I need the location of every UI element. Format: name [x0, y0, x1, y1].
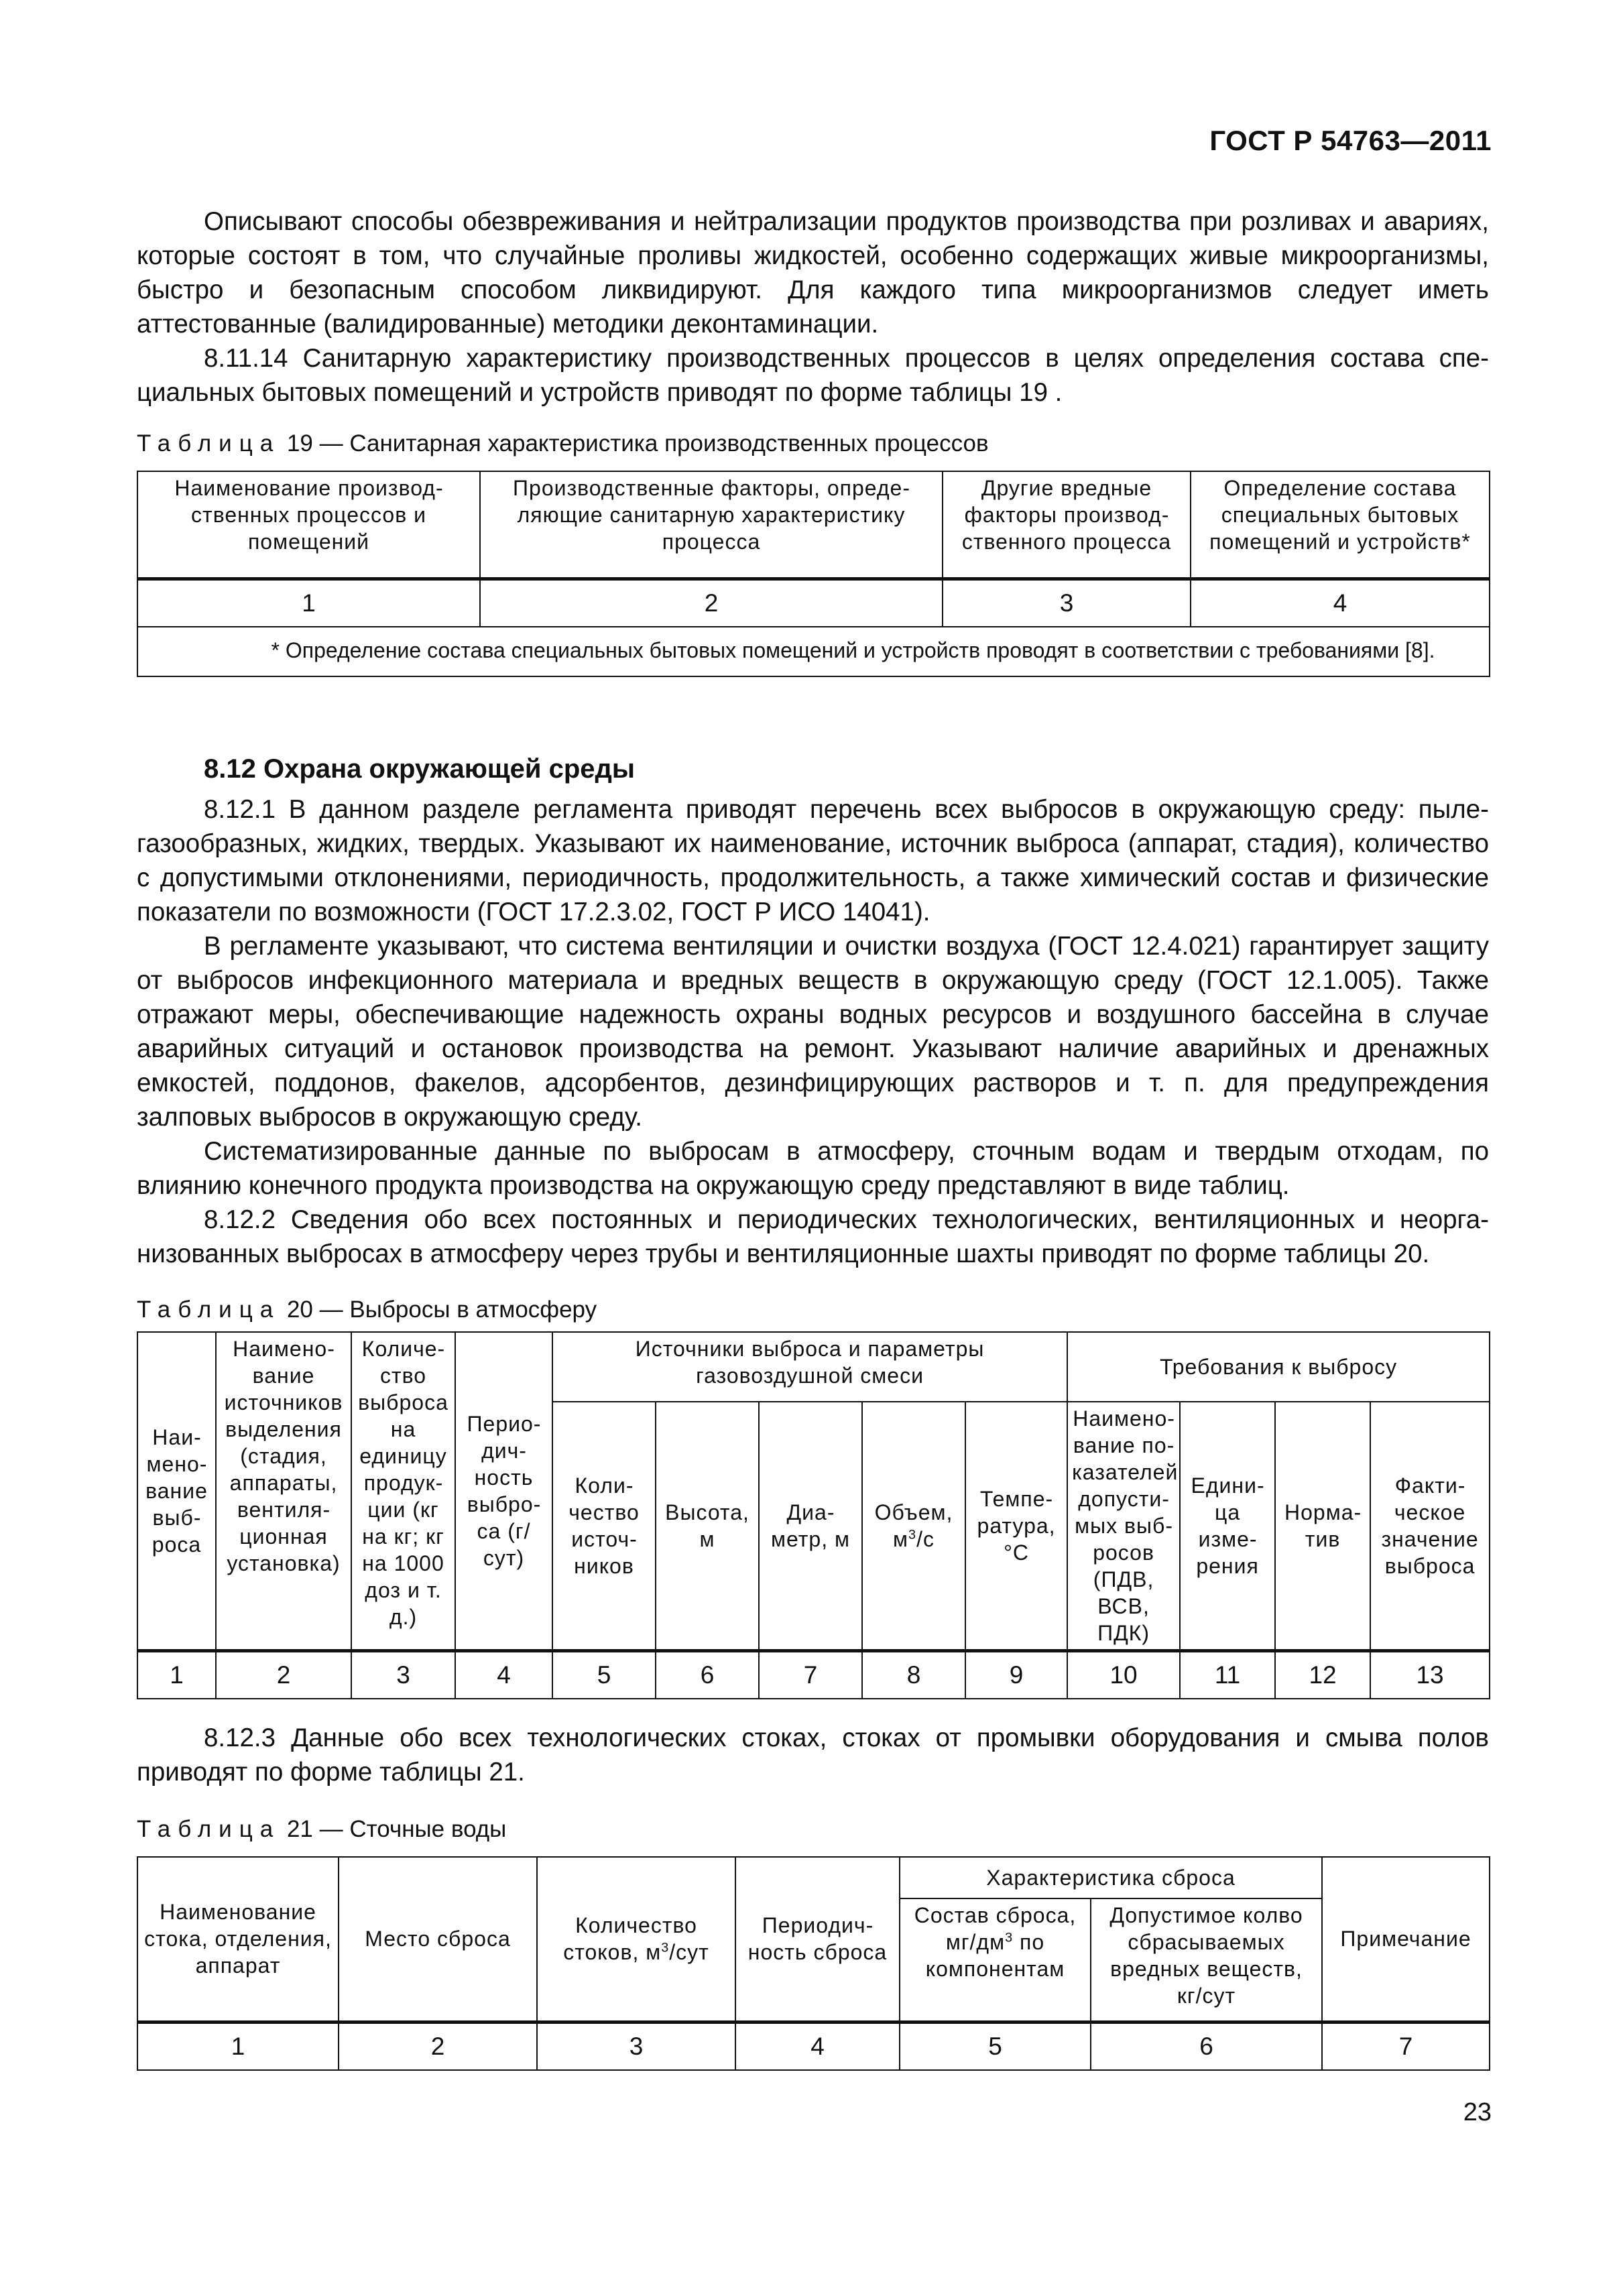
paragraph-8-11-14: 8.11.14 Санитарную характеристику производственных процессов в целях определения состава специальных бытовых помещений и устройств приводят по форме таблицы 19 . [137, 344, 1489, 407]
column-number: 2 [216, 1651, 351, 1699]
column-number: 3 [351, 1651, 455, 1699]
table-19-block [137, 429, 1489, 677]
header-emission-quantity: Количество выброса на единицу продукции (кг на кг; кг на 1000 доз и т. д.) [351, 1332, 455, 1651]
document-code: ГОСТ Р 54763—2011 [1209, 125, 1492, 156]
column-number: 13 [1370, 1651, 1490, 1699]
table-19-header-cell: Определение состава специальных бытовых помещений и устройств* [1191, 471, 1490, 579]
table-21-header-row-1 [137, 1857, 1490, 1898]
table-19-caption: Таблица 19 — Санитарная характеристика производственных процессов [137, 430, 989, 457]
column-number: 1 [137, 1651, 216, 1699]
column-number: 3 [537, 2022, 735, 2070]
column-number: 7 [759, 1651, 862, 1699]
table-19-footnote: * Определение состава специальных бытовых помещений и устройств проводят в соответствии с требованиями [8]. [137, 627, 1490, 676]
column-number: 8 [862, 1651, 965, 1699]
column-number: 4 [735, 2022, 900, 2070]
header-emission-source: Наименование источников выделения (стадия, аппараты, вентиляционная установка) [216, 1332, 351, 1651]
header-drain-quantity: Количество стоков, $м^3$/сут [537, 1857, 735, 2022]
table-19 [137, 471, 1490, 677]
header-drain-name: Наименование стока, отделения, аппарат [137, 1857, 339, 2022]
table-21-block [137, 1815, 1489, 2071]
column-number: 11 [1180, 1651, 1275, 1699]
table-19-header-cell: Производственные факторы, определяющие санитарную характеристику процесса [480, 471, 943, 579]
table-20 [137, 1331, 1490, 1699]
paragraph-systematized-data: Систематизированные данные по выбросам в атмосферу, сточным водам и твердым отходам, по влиянию конечного продукта производства на окружающую среду представляют в виде таблиц. [137, 1137, 1489, 1200]
header-height: Высота, м [656, 1402, 759, 1651]
column-number: 7 [1322, 2022, 1490, 2070]
table-21-caption: Таблица 21 — Сточные воды [137, 1816, 507, 1842]
paragraph-ventilation: В регламенте указывают, что система вентиляции и очистки воздуха (ГОСТ 12.4.021) гарантирует защиту от выбросов инфекционного материала и вредных веществ в окружающую среду (ГОСТ 12.1.005). Также отражают меры, обеспечивающие надежность охраны водных ресурсов и воздушного бассейна в случае аварийных ситуаций и остановок производства на ремонт. Указывают наличие аварийных и дренажных емкостей, поддонов, факелов, адсорбентов, дезинфицирующих растворов и т. п. для предупреждения залповых выбросов в окружающую среду. [137, 932, 1489, 1132]
table-21 [137, 1856, 1490, 2071]
column-number: 2 [339, 2022, 537, 2070]
header-allowed-amount: Допустимое колво сбрасываемых вредных веществ, кг/сут [1091, 1898, 1322, 2022]
table-20-header-row-1 [137, 1332, 1490, 1402]
header-indicator-names: Наименование показателей допустимых выбросов (ПДВ, ВСВ, ПДК) [1067, 1402, 1180, 1651]
intro-text [137, 204, 1489, 410]
column-number: 1 [137, 2022, 339, 2070]
column-number: 10 [1067, 1651, 1180, 1699]
table-19-number-row [137, 579, 1490, 627]
text-8-12-3 [137, 1721, 1489, 1789]
column-number: 2 [480, 579, 943, 627]
header-norm: Норматив [1275, 1402, 1370, 1651]
header-discharge-period: Периодичность сброса [735, 1857, 900, 2022]
paragraph-8-12-3: 8.12.3 Данные обо всех технологических стоках, стоках от промывки оборудования и смыва полов приводят по форме таблицы 21. [137, 1724, 1489, 1787]
header-emission-name: Наименование выброса [137, 1332, 216, 1651]
table-19-header-cell: Наименование производственных процессов и помещений [137, 471, 480, 579]
table-20-number-row [137, 1651, 1490, 1699]
paragraph-decontamination: Описывают способы обезвреживания и нейтрализации продуктов производства при розливах и авариях, которые состоят в том, что случайные проливы жидкостей, особенно содержащих живые микроорганизмы, быстро и безопасным способом ликвидируют. Для каждого типа микроорганизмов следует иметь аттестованные (валидированные) методики деконтаминации. [137, 207, 1489, 339]
header-source-count: Количество источников [552, 1402, 656, 1651]
column-number: 6 [656, 1651, 759, 1699]
header-actual-value: Фактическое значение выброса [1370, 1402, 1490, 1651]
column-number: 3 [943, 579, 1191, 627]
column-number: 12 [1275, 1651, 1370, 1699]
table-20-block [137, 1295, 1489, 1699]
column-number: 4 [1191, 579, 1490, 627]
header-diameter: Диаметр, м [759, 1402, 862, 1651]
section-8-12 [137, 752, 1489, 1271]
table-20-caption: Таблица 20 — Выбросы в атмосферу [137, 1296, 597, 1323]
column-number: 5 [900, 2022, 1091, 2070]
header-composition: Состав сброса, $мг/дм^3$ по компонентам [900, 1898, 1091, 2022]
column-number: 5 [552, 1651, 656, 1699]
table-19-footnote-row [137, 627, 1490, 676]
header-discharge-place: Место сброса [339, 1857, 537, 2022]
header-unit: Единица измерения [1180, 1402, 1275, 1651]
table-21-number-row [137, 2022, 1490, 2070]
header-emission-requirements: Требования к выбросу [1067, 1332, 1490, 1402]
column-number: 6 [1091, 2022, 1322, 2070]
column-number: 9 [965, 1651, 1067, 1699]
header-discharge-characteristics: Характеристика сброса [900, 1857, 1322, 1898]
header-source-parameters: Источники выброса и параметры газовоздушной смеси [552, 1332, 1067, 1402]
section-title: 8.12 Охрана окружающей среды [204, 754, 636, 784]
header-note: Примечание [1322, 1857, 1490, 2022]
table-19-header-cell: Другие вредные факторы производственного процесса [943, 471, 1191, 579]
page-number: 23 [1463, 2098, 1492, 2126]
paragraph-8-12-2: 8.12.2 Сведения обо всех постоянных и периодических технологических, вентиляционных и неорганизованных выбросах в атмосферу через трубы и вентиляционные шахты приводят по форме таблицы 20. [137, 1205, 1489, 1268]
paragraph-8-12-1: 8.12.1 В данном разделе регламента приводят перечень всех выбросов в окружающую среду: пылегазообразных, жидких, твердых. Указывают их наименование, источник выброса (аппарат, стадия), количество с допустимыми отклонениями, периодичность, продолжительность, а также химический состав и физические показатели по возможности (ГОСТ 17.2.3.02, ГОСТ Р ИСО 14041). [137, 795, 1489, 926]
header-volume: Объем, $м^3/с$ [862, 1402, 965, 1651]
header-temperature: Температура, °С [965, 1402, 1067, 1651]
header-emission-period: Периодичность выброса (г/сут) [455, 1332, 552, 1651]
column-number: 4 [455, 1651, 552, 1699]
table-19-header-row [137, 471, 1490, 579]
column-number: 1 [137, 579, 480, 627]
